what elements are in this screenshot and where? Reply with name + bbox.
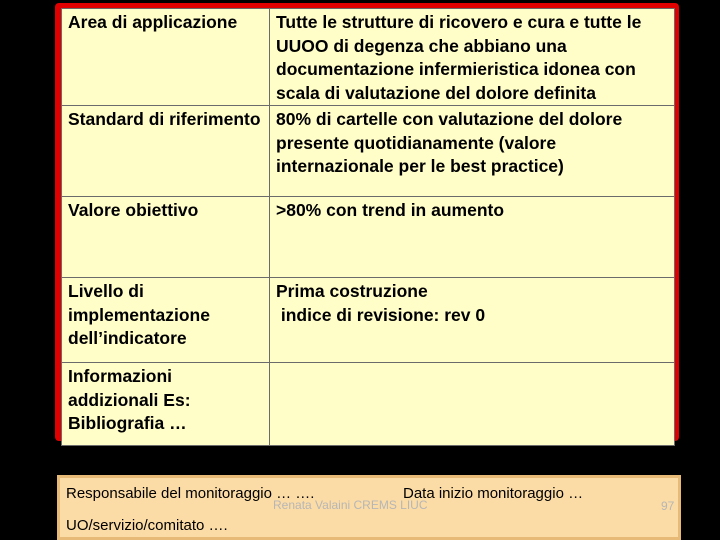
data-inizio-label: Data inizio monitoraggio … xyxy=(403,485,584,502)
livello-line-1: Prima costruzione xyxy=(276,281,428,301)
page-number: 97 xyxy=(661,499,675,513)
uo-label: UO/servizio/comitato …. xyxy=(66,517,228,534)
table-row xyxy=(62,9,675,106)
row-value-standard: 80% di cartelle con valutazione del dolore presente quotidianamente (valore internazionale per le best practice) xyxy=(270,106,675,197)
footer-box xyxy=(57,475,681,540)
livello-line-2: indice di revisione: rev 0 xyxy=(276,304,486,325)
row-value-obiettivo: >80% con trend in aumento xyxy=(270,197,675,278)
row-label-livello: Livello di implementazione dell’indicatore xyxy=(62,278,270,363)
indicator-table xyxy=(61,8,675,446)
row-label-standard: Standard di riferimento xyxy=(62,106,270,197)
row-label-obiettivo: Valore obiettivo xyxy=(62,197,270,278)
responsabile-label: Responsabile del monitoraggio … …. xyxy=(66,485,315,502)
table-row xyxy=(62,363,675,446)
row-value-informazioni xyxy=(270,363,675,446)
row-label-area: Area di applicazione xyxy=(62,9,270,106)
table-row xyxy=(62,197,675,278)
watermark: Renata Valaini CREMS LIUC xyxy=(273,498,428,512)
row-value-area: Tutte le strutture di ricovero e cura e tutte le UUOO di degenza che abbiano una documentazione infermieristica idonea con scala di valutazione del dolore definita xyxy=(270,9,675,106)
row-value-livello xyxy=(270,278,675,363)
table-row xyxy=(62,106,675,197)
row-label-informazioni: Informazioni addizionali Es: Bibliografia … xyxy=(62,363,270,446)
table-row xyxy=(62,278,675,363)
